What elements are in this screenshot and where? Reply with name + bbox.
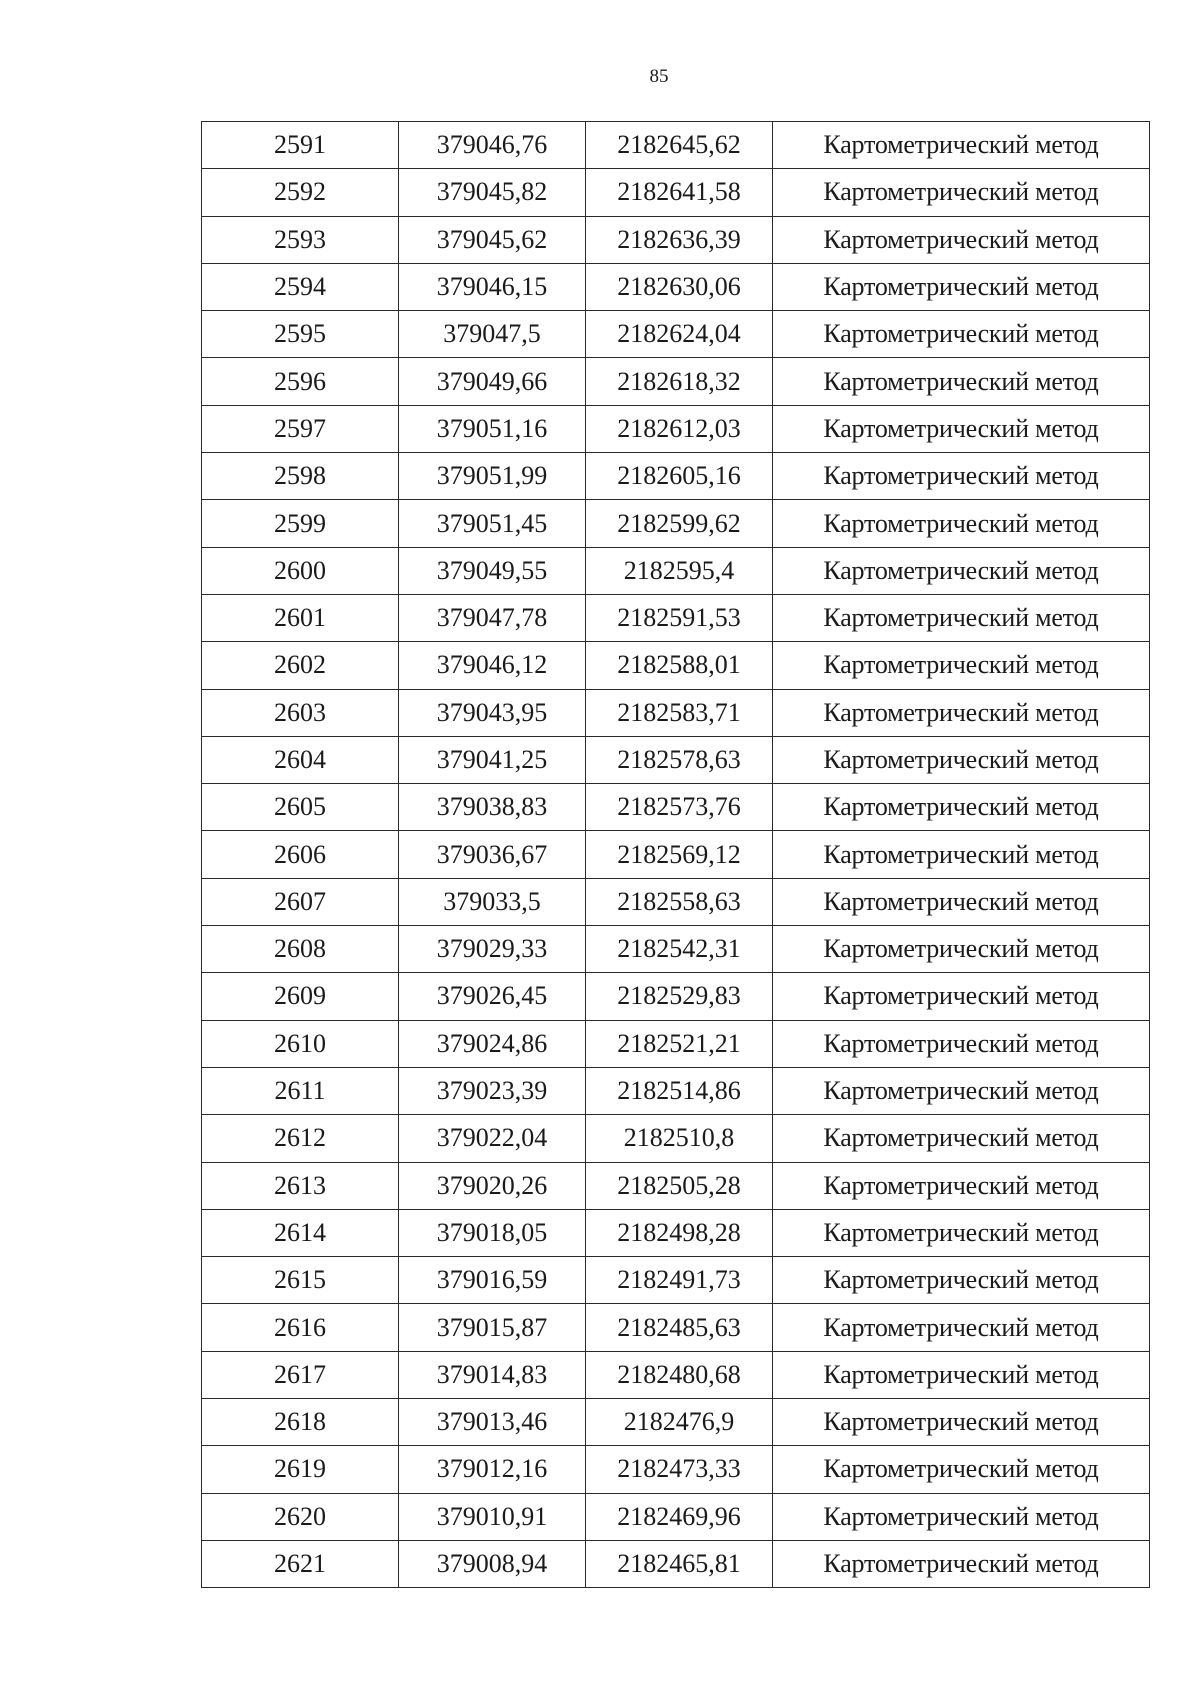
- method-cell: Картометрический метод: [773, 263, 1150, 310]
- x-coordinate-cell: 379036,67: [399, 831, 586, 878]
- y-coordinate-cell: 2182529,83: [586, 973, 773, 1020]
- method-cell: Картометрический метод: [773, 1399, 1150, 1446]
- point-number-cell: 2601: [202, 594, 399, 641]
- x-coordinate-cell: 379013,46: [399, 1399, 586, 1446]
- table-row: [202, 453, 1150, 500]
- coordinates-table-body: [202, 122, 1150, 1588]
- y-coordinate-cell: 2182618,32: [586, 358, 773, 405]
- method-cell: Картометрический метод: [773, 1351, 1150, 1398]
- y-coordinate-cell: 2182465,81: [586, 1540, 773, 1587]
- y-coordinate-cell: 2182591,53: [586, 594, 773, 641]
- x-coordinate-cell: 379043,95: [399, 689, 586, 736]
- point-number-cell: 2606: [202, 831, 399, 878]
- point-number-cell: 2604: [202, 736, 399, 783]
- point-number-cell: 2617: [202, 1351, 399, 1398]
- x-coordinate-cell: 379026,45: [399, 973, 586, 1020]
- method-cell: Картометрический метод: [773, 500, 1150, 547]
- point-number-cell: 2619: [202, 1446, 399, 1493]
- method-cell: Картометрический метод: [773, 547, 1150, 594]
- method-cell: Картометрический метод: [773, 1115, 1150, 1162]
- method-cell: Картометрический метод: [773, 926, 1150, 973]
- y-coordinate-cell: 2182578,63: [586, 736, 773, 783]
- method-cell: Картометрический метод: [773, 453, 1150, 500]
- method-cell: Картометрический метод: [773, 216, 1150, 263]
- point-number-cell: 2613: [202, 1162, 399, 1209]
- method-cell: Картометрический метод: [773, 405, 1150, 452]
- x-coordinate-cell: 379015,87: [399, 1304, 586, 1351]
- y-coordinate-cell: 2182630,06: [586, 263, 773, 310]
- x-coordinate-cell: 379024,86: [399, 1020, 586, 1067]
- x-coordinate-cell: 379046,12: [399, 642, 586, 689]
- y-coordinate-cell: 2182636,39: [586, 216, 773, 263]
- y-coordinate-cell: 2182473,33: [586, 1446, 773, 1493]
- y-coordinate-cell: 2182641,58: [586, 169, 773, 216]
- table-row: [202, 831, 1150, 878]
- point-number-cell: 2618: [202, 1399, 399, 1446]
- method-cell: Картометрический метод: [773, 1162, 1150, 1209]
- coordinates-table: [201, 121, 1150, 1588]
- point-number-cell: 2596: [202, 358, 399, 405]
- table-row: [202, 1257, 1150, 1304]
- y-coordinate-cell: 2182599,62: [586, 500, 773, 547]
- y-coordinate-cell: 2182624,04: [586, 311, 773, 358]
- x-coordinate-cell: 379010,91: [399, 1493, 586, 1540]
- x-coordinate-cell: 379012,16: [399, 1446, 586, 1493]
- y-coordinate-cell: 2182558,63: [586, 878, 773, 925]
- point-number-cell: 2615: [202, 1257, 399, 1304]
- y-coordinate-cell: 2182480,68: [586, 1351, 773, 1398]
- x-coordinate-cell: 379046,15: [399, 263, 586, 310]
- table-row: [202, 358, 1150, 405]
- page-number: 85: [649, 66, 669, 87]
- method-cell: Картометрический метод: [773, 736, 1150, 783]
- point-number-cell: 2612: [202, 1115, 399, 1162]
- x-coordinate-cell: 379049,55: [399, 547, 586, 594]
- y-coordinate-cell: 2182573,76: [586, 784, 773, 831]
- point-number-cell: 2599: [202, 500, 399, 547]
- y-coordinate-cell: 2182469,96: [586, 1493, 773, 1540]
- y-coordinate-cell: 2182514,86: [586, 1067, 773, 1114]
- point-number-cell: 2610: [202, 1020, 399, 1067]
- x-coordinate-cell: 379016,59: [399, 1257, 586, 1304]
- table-row: [202, 547, 1150, 594]
- y-coordinate-cell: 2182595,4: [586, 547, 773, 594]
- table-row: [202, 1304, 1150, 1351]
- x-coordinate-cell: 379018,05: [399, 1209, 586, 1256]
- y-coordinate-cell: 2182521,21: [586, 1020, 773, 1067]
- point-number-cell: 2593: [202, 216, 399, 263]
- method-cell: Картометрический метод: [773, 1304, 1150, 1351]
- method-cell: Картометрический метод: [773, 1209, 1150, 1256]
- y-coordinate-cell: 2182505,28: [586, 1162, 773, 1209]
- point-number-cell: 2594: [202, 263, 399, 310]
- point-number-cell: 2607: [202, 878, 399, 925]
- x-coordinate-cell: 379049,66: [399, 358, 586, 405]
- x-coordinate-cell: 379038,83: [399, 784, 586, 831]
- table-row: [202, 216, 1150, 263]
- point-number-cell: 2603: [202, 689, 399, 736]
- x-coordinate-cell: 379014,83: [399, 1351, 586, 1398]
- y-coordinate-cell: 2182498,28: [586, 1209, 773, 1256]
- point-number-cell: 2598: [202, 453, 399, 500]
- table-row: [202, 1162, 1150, 1209]
- table-row: [202, 1399, 1150, 1446]
- table-row: [202, 689, 1150, 736]
- y-coordinate-cell: 2182485,63: [586, 1304, 773, 1351]
- x-coordinate-cell: 379047,5: [399, 311, 586, 358]
- table-row: [202, 878, 1150, 925]
- point-number-cell: 2620: [202, 1493, 399, 1540]
- table-row: [202, 1446, 1150, 1493]
- method-cell: Картометрический метод: [773, 1257, 1150, 1304]
- point-number-cell: 2595: [202, 311, 399, 358]
- method-cell: Картометрический метод: [773, 594, 1150, 641]
- table-row: [202, 405, 1150, 452]
- y-coordinate-cell: 2182645,62: [586, 122, 773, 169]
- x-coordinate-cell: 379041,25: [399, 736, 586, 783]
- point-number-cell: 2605: [202, 784, 399, 831]
- table-row: [202, 1115, 1150, 1162]
- point-number-cell: 2592: [202, 169, 399, 216]
- method-cell: Картометрический метод: [773, 358, 1150, 405]
- table-row: [202, 311, 1150, 358]
- point-number-cell: 2621: [202, 1540, 399, 1587]
- y-coordinate-cell: 2182510,8: [586, 1115, 773, 1162]
- method-cell: Картометрический метод: [773, 878, 1150, 925]
- table-row: [202, 263, 1150, 310]
- table-row: [202, 1493, 1150, 1540]
- x-coordinate-cell: 379008,94: [399, 1540, 586, 1587]
- table-row: [202, 169, 1150, 216]
- table-row: [202, 1209, 1150, 1256]
- point-number-cell: 2611: [202, 1067, 399, 1114]
- x-coordinate-cell: 379046,76: [399, 122, 586, 169]
- method-cell: Картометрический метод: [773, 122, 1150, 169]
- method-cell: Картометрический метод: [773, 1493, 1150, 1540]
- x-coordinate-cell: 379045,82: [399, 169, 586, 216]
- y-coordinate-cell: 2182569,12: [586, 831, 773, 878]
- method-cell: Картометрический метод: [773, 642, 1150, 689]
- table-row: [202, 594, 1150, 641]
- table-row: [202, 642, 1150, 689]
- x-coordinate-cell: 379045,62: [399, 216, 586, 263]
- method-cell: Картометрический метод: [773, 973, 1150, 1020]
- x-coordinate-cell: 379033,5: [399, 878, 586, 925]
- method-cell: Картометрический метод: [773, 311, 1150, 358]
- x-coordinate-cell: 379051,45: [399, 500, 586, 547]
- x-coordinate-cell: 379051,99: [399, 453, 586, 500]
- x-coordinate-cell: 379051,16: [399, 405, 586, 452]
- table-row: [202, 973, 1150, 1020]
- table-row: [202, 1067, 1150, 1114]
- y-coordinate-cell: 2182491,73: [586, 1257, 773, 1304]
- point-number-cell: 2597: [202, 405, 399, 452]
- point-number-cell: 2608: [202, 926, 399, 973]
- point-number-cell: 2616: [202, 1304, 399, 1351]
- table-row: [202, 1020, 1150, 1067]
- x-coordinate-cell: 379023,39: [399, 1067, 586, 1114]
- point-number-cell: 2614: [202, 1209, 399, 1256]
- y-coordinate-cell: 2182542,31: [586, 926, 773, 973]
- y-coordinate-cell: 2182605,16: [586, 453, 773, 500]
- y-coordinate-cell: 2182588,01: [586, 642, 773, 689]
- table-row: [202, 500, 1150, 547]
- method-cell: Картометрический метод: [773, 831, 1150, 878]
- table-row: [202, 122, 1150, 169]
- point-number-cell: 2600: [202, 547, 399, 594]
- table-row: [202, 1351, 1150, 1398]
- method-cell: Картометрический метод: [773, 1067, 1150, 1114]
- x-coordinate-cell: 379022,04: [399, 1115, 586, 1162]
- y-coordinate-cell: 2182476,9: [586, 1399, 773, 1446]
- y-coordinate-cell: 2182583,71: [586, 689, 773, 736]
- table-row: [202, 784, 1150, 831]
- point-number-cell: 2609: [202, 973, 399, 1020]
- x-coordinate-cell: 379047,78: [399, 594, 586, 641]
- point-number-cell: 2591: [202, 122, 399, 169]
- method-cell: Картометрический метод: [773, 689, 1150, 736]
- point-number-cell: 2602: [202, 642, 399, 689]
- table-row: [202, 736, 1150, 783]
- method-cell: Картометрический метод: [773, 784, 1150, 831]
- method-cell: Картометрический метод: [773, 1540, 1150, 1587]
- x-coordinate-cell: 379020,26: [399, 1162, 586, 1209]
- method-cell: Картометрический метод: [773, 1446, 1150, 1493]
- method-cell: Картометрический метод: [773, 169, 1150, 216]
- method-cell: Картометрический метод: [773, 1020, 1150, 1067]
- table-row: [202, 926, 1150, 973]
- table-row: [202, 1540, 1150, 1587]
- x-coordinate-cell: 379029,33: [399, 926, 586, 973]
- y-coordinate-cell: 2182612,03: [586, 405, 773, 452]
